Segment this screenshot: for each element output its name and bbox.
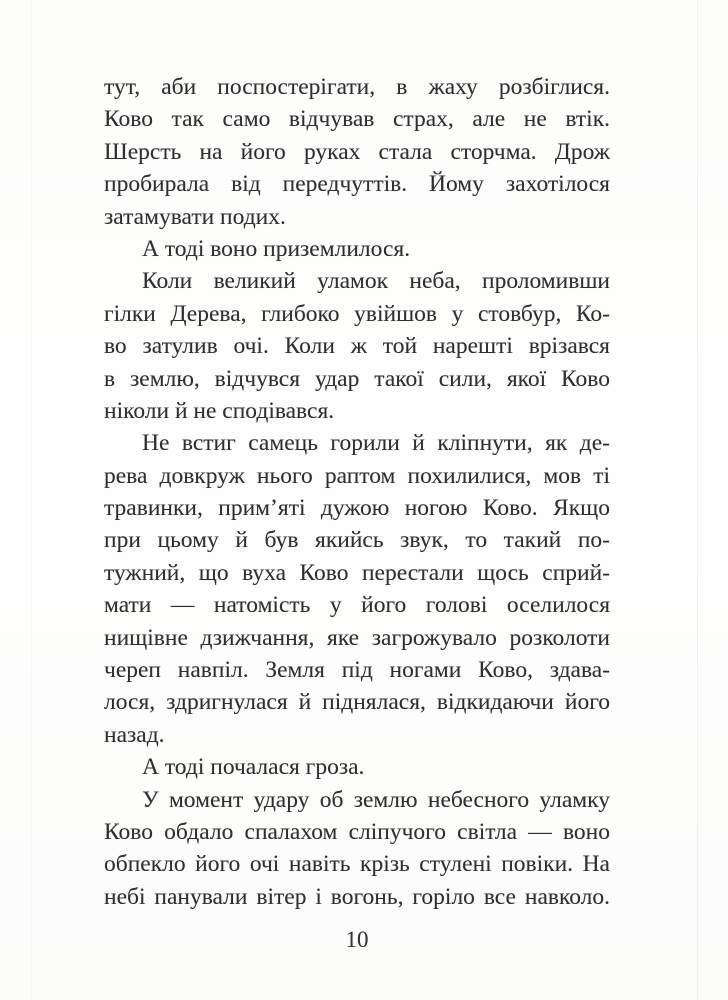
- text-line: пробирала від передчуттів. Йому захотілося: [104, 171, 610, 198]
- text-line: тут, аби поспостерігати, в жаху розбіглися.: [104, 74, 610, 100]
- text-line: череп навпіл. Земля під ногами Ково, здава-: [104, 657, 610, 684]
- text-line: У момент удару об землю небесного уламку: [142, 786, 610, 813]
- scan-edge-line-left: [31, 0, 32, 1000]
- page-number: 10: [345, 927, 369, 952]
- paragraph: [104, 233, 610, 265]
- text-line: затамувати подих.: [104, 203, 286, 230]
- text-line: Ково обдало спалахом сліпучого світла — воно: [104, 818, 610, 845]
- page-text: [104, 71, 610, 913]
- text-line: травинки, прим’яті дужою ногою Ково. Якщо: [104, 495, 610, 522]
- text-line: мати — натомість у його голові оселилося: [104, 592, 610, 619]
- paragraph: [104, 751, 610, 783]
- text-line: тужний, що вуха Ково перестали щось сприй-: [104, 559, 610, 586]
- text-line: А тоді почалася гроза.: [142, 754, 365, 781]
- text-line: гілки Дерева, глибоко увійшов у стовбур, Ко-: [104, 300, 610, 327]
- text-line: Коли великий уламок неба, проломивши: [142, 268, 610, 295]
- text-line: рева довкруж нього раптом похилилися, мов ті: [104, 462, 610, 489]
- text-line: в землю, відчувся удар такої сили, якої Ково: [104, 365, 610, 392]
- text-line: Ково так само відчував страх, але не втік.: [104, 106, 610, 133]
- paragraph: [104, 265, 610, 427]
- paragraph: [104, 784, 610, 914]
- text-line: небі панували вітер і вогонь, горіло все навколо.: [104, 883, 610, 910]
- text-line: лося, здригнулася й піднялася, відкидаючи його: [104, 689, 610, 716]
- paragraph: [104, 427, 610, 751]
- text-line: А тоді воно приземлилося.: [142, 235, 411, 262]
- scan-edge-line-right: [697, 0, 698, 1000]
- paragraph: [104, 71, 610, 233]
- text-line: Шерсть на його руках стала сторчма. Дрож: [104, 138, 610, 165]
- text-line: ніколи й не сподівався.: [104, 397, 335, 424]
- text-line: назад.: [104, 721, 165, 748]
- text-line: Не встиг самець горили й кліпнути, як де-: [142, 430, 610, 457]
- text-line: во затулив очі. Коли ж той нарешті врізався: [104, 333, 610, 360]
- text-line: при цьому й був якийсь звук, то такий по-: [104, 527, 610, 554]
- text-line: нищівне дзижчання, яке загрожувало розколоти: [104, 624, 610, 651]
- text-line: обпекло його очі навіть крізь стулені повіки. На: [104, 851, 610, 878]
